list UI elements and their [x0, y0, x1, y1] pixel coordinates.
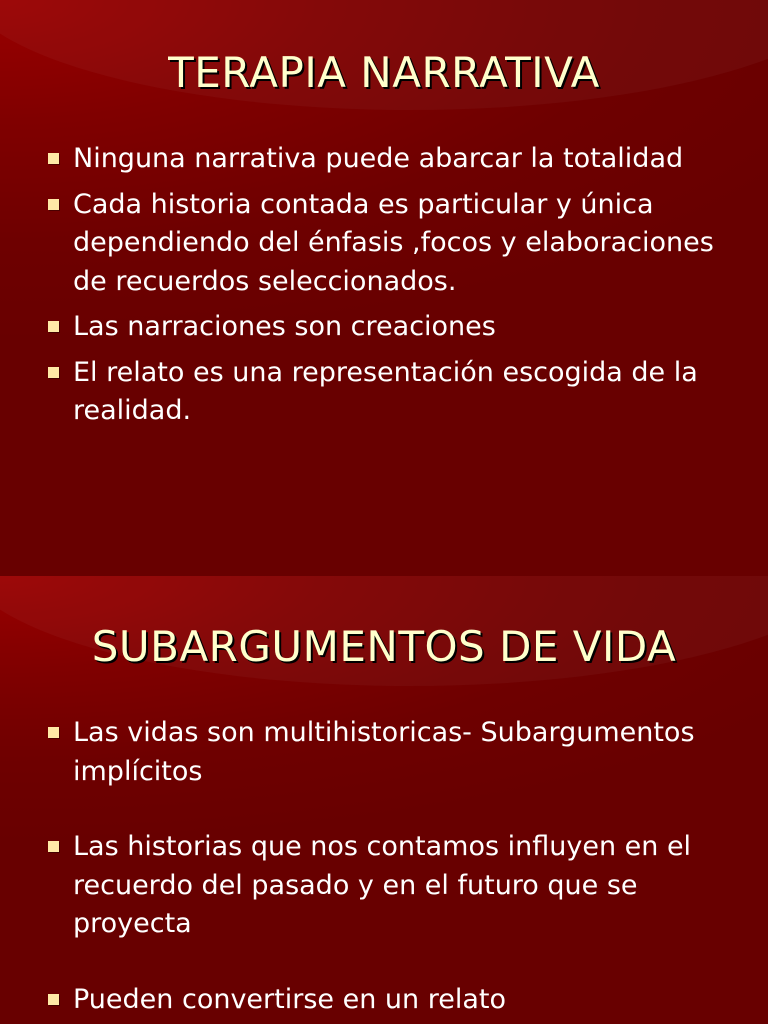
square-bullet-icon	[48, 199, 59, 210]
slide-subargumentos-de-vida	[0, 576, 768, 1024]
bullet-text: Las narraciones son creaciones	[73, 311, 496, 342]
bullet-text: Las historias que nos contamos influyen en el recuerdo del pasado y en el futuro que se proyecta	[73, 831, 692, 939]
slide-title: TERAPIA NARRATIVA	[168, 48, 600, 97]
bullet-item	[46, 186, 746, 302]
square-bullet-icon	[48, 367, 59, 378]
square-bullet-icon	[48, 994, 59, 1005]
square-bullet-icon	[48, 153, 59, 164]
bullet-item	[46, 714, 746, 791]
bullet-item	[46, 354, 746, 431]
bullet-list	[46, 714, 746, 1024]
bullet-text: El relato es una representación escogida de la realidad.	[73, 356, 698, 426]
slide-title: SUBARGUMENTOS DE VIDA	[91, 622, 677, 671]
bullet-text: Pueden convertirse en un relato	[73, 983, 506, 1015]
bullet-text: Las vidas son multihistoricas- Subargumentos implícitos	[73, 717, 695, 787]
square-bullet-icon	[48, 727, 59, 738]
square-bullet-icon	[48, 841, 59, 852]
square-bullet-icon	[48, 321, 59, 332]
bullet-item	[46, 981, 746, 1020]
bullet-item	[46, 828, 746, 944]
bullet-text: Ninguna narrativa puede abarcar la totalidad	[73, 143, 684, 174]
bullet-list	[46, 140, 746, 438]
bullet-text: Cada historia contada es particular y única dependiendo del énfasis ,focos y elaboraciones de recuerdos seleccionados.	[73, 188, 714, 297]
bullet-item	[46, 140, 746, 179]
bullet-item	[46, 308, 746, 347]
